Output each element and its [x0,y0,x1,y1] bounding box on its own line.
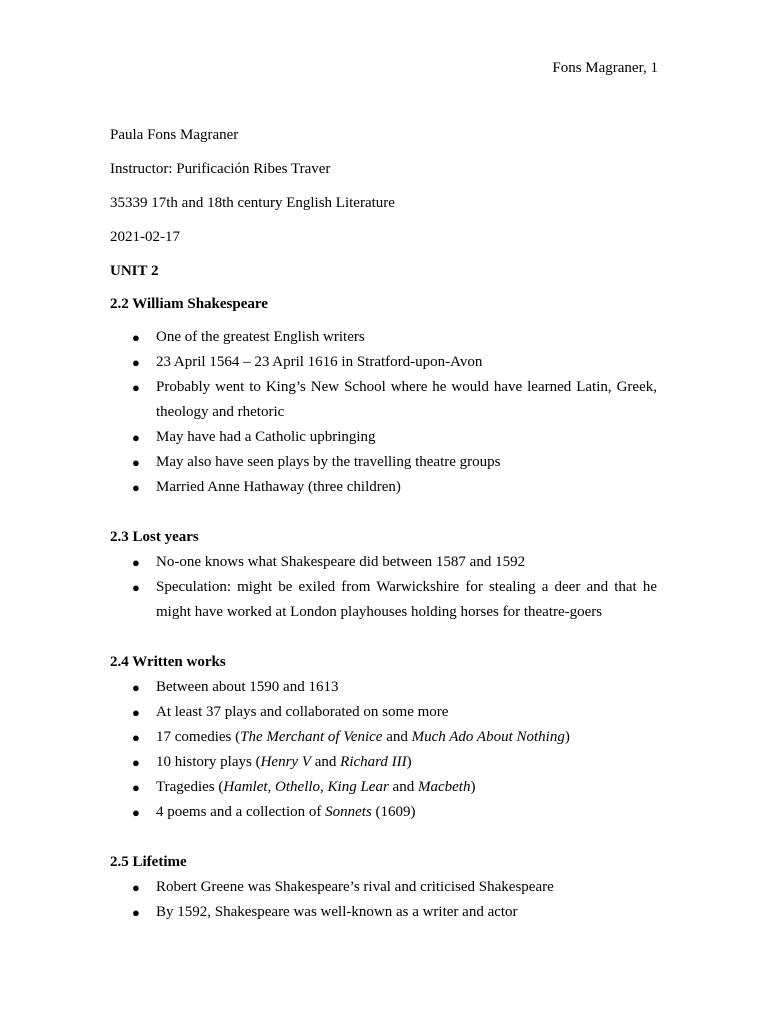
bullet-icon: ● [132,880,140,895]
course-line: 35339 17th and 18th century English Literature [110,195,395,211]
bullet-icon: ● [132,805,140,820]
section-title-2-3: 2.3 Lost years [110,529,199,545]
list-item: ● 10 history plays (Henry V and Richard III) [110,750,657,775]
bullet-icon: ● [132,380,140,395]
bullet-icon: ● [132,705,140,720]
list-item: ● Probably went to King’s New School where he would have learned Latin, Greek, theology and rhetoric [110,375,657,425]
bullet-icon: ● [132,755,140,770]
bullet-icon: ● [132,430,140,445]
list-item: ● Between about 1590 and 1613 [110,675,657,700]
date-line: 2021-02-17 [110,229,180,245]
bullet-icon: ● [132,455,140,470]
section-title-2-2: 2.2 William Shakespeare [110,296,268,312]
bullet-icon: ● [132,555,140,570]
list-item: ● Speculation: might be exiled from Warwickshire for stealing a deer and that he might have worked at London playhouses holding horses for theatre-goers [110,575,657,625]
list-item: ● Married Anne Hathaway (three children) [110,475,657,500]
section-list-2-2 [110,325,657,500]
section-title-2-4: 2.4 Written works [110,654,226,670]
bullet-icon: ● [132,355,140,370]
author-name: Paula Fons Magraner [110,127,239,143]
list-item: ● No-one knows what Shakespeare did between 1587 and 1592 [110,550,657,575]
instructor-line: Instructor: Purificación Ribes Traver [110,161,331,177]
section-list-2-5 [110,875,657,925]
bullet-icon: ● [132,330,140,345]
list-item: ● By 1592, Shakespeare was well-known as a writer and actor [110,900,657,925]
bullet-icon: ● [132,480,140,495]
list-item: ● At least 37 plays and collaborated on some more [110,700,657,725]
bullet-icon: ● [132,780,140,795]
list-item: ● Robert Greene was Shakespeare’s rival and criticised Shakespeare [110,875,657,900]
running-head: Fons Magraner, 1 [552,60,658,76]
list-item: ● One of the greatest English writers [110,325,657,350]
list-item: ● May also have seen plays by the travelling theatre groups [110,450,657,475]
list-item: ● May have had a Catholic upbringing [110,425,657,450]
bullet-icon: ● [132,680,140,695]
section-title-2-5: 2.5 Lifetime [110,854,187,870]
bullet-icon: ● [132,580,140,595]
bullet-icon: ● [132,905,140,920]
list-item: ● 4 poems and a collection of Sonnets (1609) [110,800,657,825]
unit-title: UNIT 2 [110,263,159,279]
list-item: ● Tragedies (Hamlet, Othello, King Lear and Macbeth) [110,775,657,800]
section-list-2-3 [110,550,657,625]
bullet-icon: ● [132,730,140,745]
document-body [110,126,657,925]
list-item: ● 17 comedies (The Merchant of Venice and Much Ado About Nothing) [110,725,657,750]
section-list-2-4 [110,675,657,825]
list-item: ● 23 April 1564 – 23 April 1616 in Stratford-upon-Avon [110,350,657,375]
